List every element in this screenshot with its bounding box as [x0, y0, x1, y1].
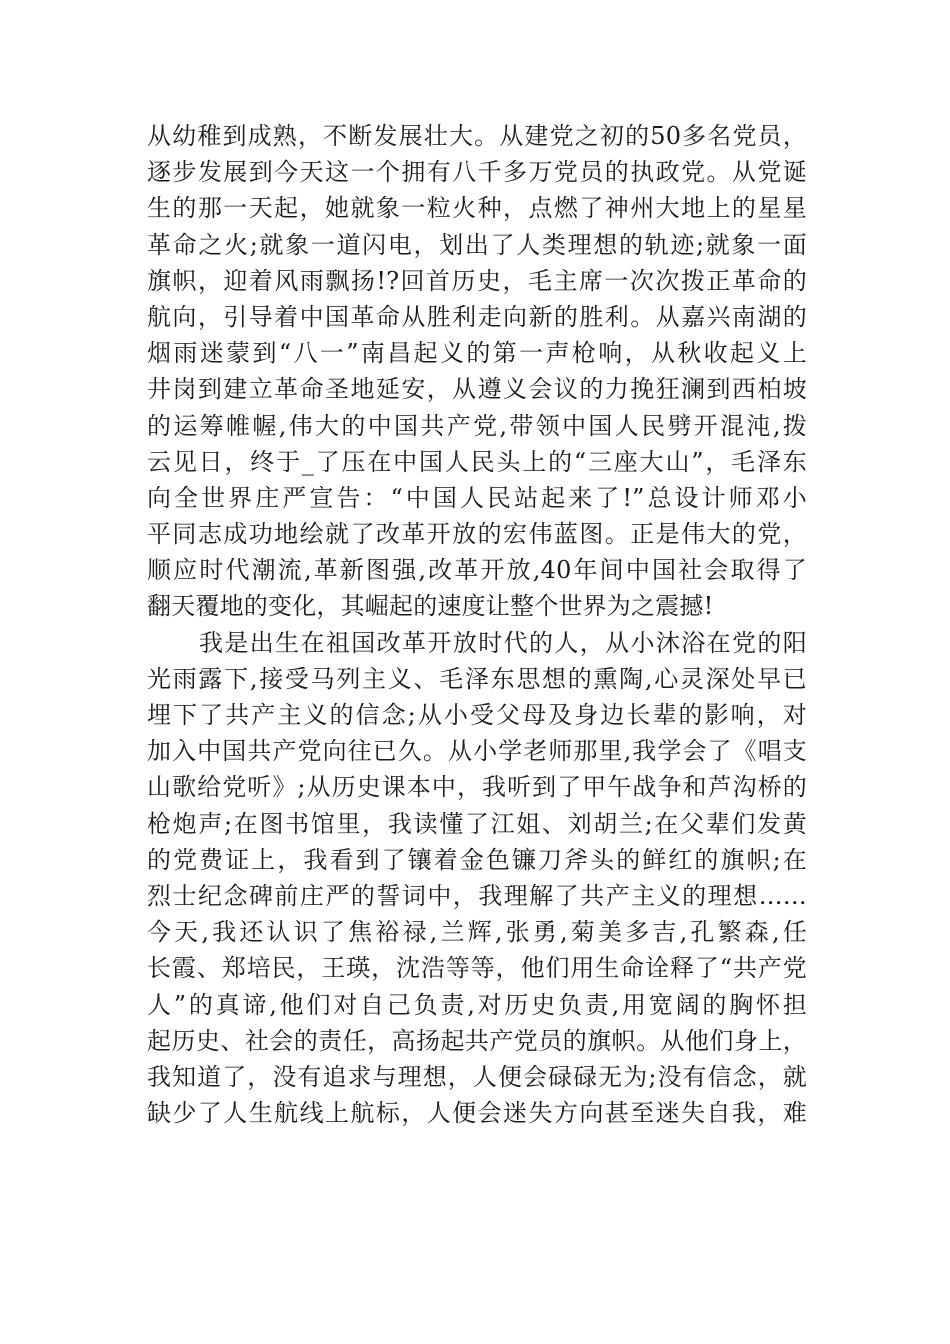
text-line: 人”的真谛,他们对自己负责,对历史负责,用宽阔的胸怀担 — [147, 990, 807, 1019]
text-line: 起历史、社会的责任，高扬起共产党员的旗帜。从他们身上， — [147, 1026, 807, 1055]
text-line: 顺应时代潮流,革新图强,改革开放,40年间中国社会取得了 — [147, 556, 807, 585]
text-line: 的党费证上，我看到了镶着金色镰刀斧头的鲜红的旗帜;在 — [147, 845, 807, 874]
text-line: 我知道了，没有追求与理想，人便会碌碌无为;没有信念，就 — [147, 1062, 807, 1091]
text-line: 航向，引导着中国革命从胜利走向新的胜利。从嘉兴南湖的 — [147, 302, 807, 331]
text-line: 枪炮声;在图书馆里，我读懂了江姐、刘胡兰;在父辈们发黄 — [147, 809, 807, 838]
text-line: 烟雨迷蒙到“八一”南昌起义的第一声枪响，从秋收起义上 — [147, 339, 807, 368]
paragraph-2 — [147, 625, 807, 1132]
text-line: 平同志成功地绘就了改革开放的宏伟蓝图。正是伟大的党， — [147, 520, 807, 549]
text-line: 光雨露下,接受马列主义、毛泽东思想的熏陶,心灵深处早已 — [147, 664, 807, 693]
body-text — [147, 118, 807, 1131]
text-line: 的运筹帷幄,伟大的中国共产党,带领中国人民劈开混沌,拨 — [147, 411, 807, 440]
text-line: 云见日，终于_了压在中国人民头上的“三座大山”，毛泽东 — [147, 447, 807, 476]
text-line: 烈士纪念碑前庄严的誓词中，我理解了共产主义的理想…… — [147, 881, 807, 910]
text-line: 加入中国共产党向往已久。从小学老师那里,我学会了《唱支 — [147, 737, 807, 766]
text-line: 我是出生在祖国改革开放时代的人，从小沐浴在党的阳 — [199, 628, 807, 657]
text-line: 今天,我还认识了焦裕禄,兰辉,张勇,菊美多吉,孔繁森,任 — [147, 918, 807, 947]
text-line: 缺少了人生航线上航标，人便会迷失方向甚至迷失自我，难 — [147, 1099, 807, 1128]
text-line: 埋下了共产主义的信念;从小受父母及身边长辈的影响，对 — [147, 701, 807, 729]
paragraph-1 — [147, 118, 807, 625]
text-line: 井岗到建立革命圣地延安，从遵义会议的力挽狂澜到西柏坡 — [147, 375, 807, 404]
text-line: 长霞、郑培民，王瑛，沈浩等等，他们用生命诠释了“共产党 — [147, 954, 807, 983]
text-line: 逐步发展到今天这一个拥有八千多万党员的执政党。从党诞 — [147, 158, 807, 187]
text-line: 革命之火;就象一道闪电，划出了人类理想的轨迹;就象一面 — [147, 230, 807, 259]
text-line: 生的那一天起，她就象一粒火种，点燃了神州大地上的星星 — [147, 194, 807, 223]
text-line: 旗帜，迎着风雨飘扬!?回首历史，毛主席一次次拨正革命的 — [147, 266, 807, 295]
text-line: 从幼稚到成熟，不断发展壮大。从建党之初的50多名党员， — [147, 122, 807, 150]
text-line: 向全世界庄严宣告：“中国人民站起来了!”总设计师邓小 — [147, 483, 807, 512]
text-line: 翻天覆地的变化，其崛起的速度让整个世界为之震撼! — [147, 592, 714, 621]
text-line: 山歌给党听》;从历史课本中，我听到了甲午战争和芦沟桥的 — [147, 773, 807, 802]
